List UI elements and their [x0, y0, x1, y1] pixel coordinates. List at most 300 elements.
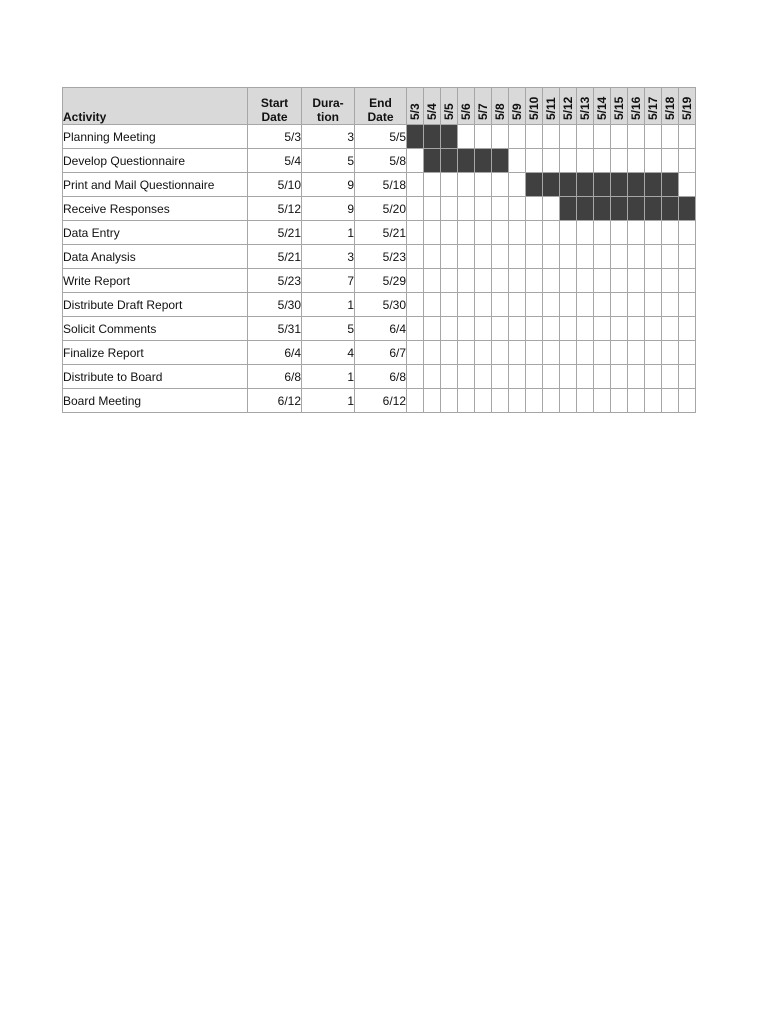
gantt-empty-cell[interactable] [509, 341, 526, 365]
date-header-cell [645, 88, 662, 125]
gantt-empty-cell[interactable] [543, 389, 560, 413]
gantt-empty-cell[interactable] [679, 293, 696, 317]
start-date-cell[interactable]: 5/21 [248, 221, 302, 245]
gantt-empty-cell[interactable] [458, 221, 475, 245]
gantt-empty-cell[interactable] [424, 269, 441, 293]
gantt-bar-cell[interactable] [611, 173, 628, 197]
gantt-empty-cell[interactable] [441, 269, 458, 293]
gantt-empty-cell[interactable] [611, 125, 628, 149]
activity-cell[interactable]: Print and Mail Questionnaire [63, 173, 248, 197]
gantt-bar-cell[interactable] [594, 197, 611, 221]
gantt-empty-cell[interactable] [560, 341, 577, 365]
gantt-empty-cell[interactable] [407, 269, 424, 293]
gantt-empty-cell[interactable] [628, 125, 645, 149]
gantt-empty-cell[interactable] [577, 245, 594, 269]
table-row [63, 173, 696, 197]
gantt-empty-cell[interactable] [424, 365, 441, 389]
gantt-empty-cell[interactable] [611, 293, 628, 317]
date-header-label: 5/19 [680, 96, 694, 120]
gantt-bar-cell[interactable] [424, 125, 441, 149]
table-row [63, 149, 696, 173]
gantt-empty-cell[interactable] [475, 293, 492, 317]
gantt-empty-cell[interactable] [543, 269, 560, 293]
gantt-empty-cell[interactable] [475, 125, 492, 149]
gantt-empty-cell[interactable] [577, 221, 594, 245]
gantt-empty-cell[interactable] [458, 317, 475, 341]
gantt-empty-cell[interactable] [628, 317, 645, 341]
gantt-empty-cell[interactable] [458, 341, 475, 365]
gantt-empty-cell[interactable] [424, 389, 441, 413]
gantt-empty-cell[interactable] [475, 173, 492, 197]
gantt-empty-cell[interactable] [509, 269, 526, 293]
gantt-empty-cell[interactable] [407, 245, 424, 269]
end-date-cell[interactable]: 5/29 [355, 269, 407, 293]
gantt-empty-cell[interactable] [662, 341, 679, 365]
start-date-cell[interactable]: 6/4 [248, 341, 302, 365]
gantt-bar-cell[interactable] [475, 149, 492, 173]
activity-cell[interactable]: Board Meeting [63, 389, 248, 413]
date-header-cell [424, 88, 441, 125]
gantt-bar-cell[interactable] [628, 173, 645, 197]
gantt-empty-cell[interactable] [560, 389, 577, 413]
gantt-empty-cell[interactable] [526, 197, 543, 221]
gantt-empty-cell[interactable] [475, 389, 492, 413]
end-date-cell[interactable]: 5/8 [355, 149, 407, 173]
gantt-empty-cell[interactable] [679, 125, 696, 149]
activity-cell[interactable]: Solicit Comments [63, 317, 248, 341]
start-date-cell[interactable]: 5/31 [248, 317, 302, 341]
date-header-cell [441, 88, 458, 125]
gantt-empty-cell[interactable] [645, 245, 662, 269]
gantt-empty-cell[interactable] [662, 389, 679, 413]
date-header-cell [475, 88, 492, 125]
gantt-empty-cell[interactable] [458, 389, 475, 413]
gantt-bar-cell[interactable] [424, 149, 441, 173]
gantt-empty-cell[interactable] [441, 221, 458, 245]
gantt-bar-cell[interactable] [407, 125, 424, 149]
duration-cell[interactable]: 5 [302, 149, 355, 173]
start-date-cell[interactable]: 5/3 [248, 125, 302, 149]
gantt-empty-cell[interactable] [543, 293, 560, 317]
duration-header-line1: Dura- [312, 96, 344, 110]
gantt-empty-cell[interactable] [526, 245, 543, 269]
gantt-empty-cell[interactable] [509, 245, 526, 269]
gantt-empty-cell[interactable] [424, 293, 441, 317]
end-date-cell[interactable]: 5/5 [355, 125, 407, 149]
gantt-empty-cell[interactable] [492, 269, 509, 293]
gantt-table [62, 87, 696, 413]
gantt-empty-cell[interactable] [679, 269, 696, 293]
end-date-cell[interactable]: 5/20 [355, 197, 407, 221]
gantt-empty-cell[interactable] [526, 149, 543, 173]
gantt-empty-cell[interactable] [679, 149, 696, 173]
start-date-cell[interactable]: 5/23 [248, 269, 302, 293]
gantt-empty-cell[interactable] [679, 317, 696, 341]
date-header-cell [662, 88, 679, 125]
activity-cell[interactable]: Receive Responses [63, 197, 248, 221]
gantt-bar-cell[interactable] [458, 149, 475, 173]
gantt-empty-cell[interactable] [543, 125, 560, 149]
table-row [63, 197, 696, 221]
gantt-empty-cell[interactable] [611, 365, 628, 389]
end-date-header-line2: Date [367, 110, 394, 124]
gantt-empty-cell[interactable] [424, 245, 441, 269]
date-header-label: 5/18 [663, 96, 677, 120]
gantt-empty-cell[interactable] [509, 149, 526, 173]
gantt-empty-cell[interactable] [424, 317, 441, 341]
gantt-empty-cell[interactable] [407, 341, 424, 365]
start-date-cell[interactable]: 5/10 [248, 173, 302, 197]
start-date-cell[interactable]: 6/8 [248, 365, 302, 389]
gantt-empty-cell[interactable] [458, 269, 475, 293]
gantt-bar-cell[interactable] [526, 173, 543, 197]
gantt-empty-cell[interactable] [509, 197, 526, 221]
gantt-bar-cell[interactable] [560, 173, 577, 197]
activity-cell[interactable]: Develop Questionnaire [63, 149, 248, 173]
gantt-empty-cell[interactable] [560, 269, 577, 293]
gantt-empty-cell[interactable] [526, 341, 543, 365]
gantt-empty-cell[interactable] [441, 317, 458, 341]
start-date-cell[interactable]: 6/12 [248, 389, 302, 413]
end-date-cell[interactable]: 5/21 [355, 221, 407, 245]
gantt-empty-cell[interactable] [475, 245, 492, 269]
date-header-label: 5/3 [408, 103, 422, 120]
gantt-empty-cell[interactable] [560, 221, 577, 245]
gantt-empty-cell[interactable] [628, 221, 645, 245]
gantt-empty-cell[interactable] [628, 341, 645, 365]
start-date-cell[interactable]: 5/21 [248, 245, 302, 269]
gantt-empty-cell[interactable] [458, 125, 475, 149]
date-header-label: 5/5 [442, 103, 456, 120]
table-row [63, 293, 696, 317]
duration-cell[interactable]: 5 [302, 317, 355, 341]
gantt-empty-cell[interactable] [577, 293, 594, 317]
gantt-empty-cell[interactable] [526, 365, 543, 389]
gantt-empty-cell[interactable] [560, 149, 577, 173]
duration-cell[interactable]: 3 [302, 245, 355, 269]
gantt-empty-cell[interactable] [611, 317, 628, 341]
date-header-cell [560, 88, 577, 125]
gantt-empty-cell[interactable] [475, 341, 492, 365]
gantt-empty-cell[interactable] [475, 317, 492, 341]
duration-cell[interactable]: 1 [302, 293, 355, 317]
end-date-cell[interactable]: 5/23 [355, 245, 407, 269]
gantt-bar-cell[interactable] [645, 197, 662, 221]
gantt-empty-cell[interactable] [594, 245, 611, 269]
gantt-bar-cell[interactable] [662, 197, 679, 221]
gantt-empty-cell[interactable] [611, 389, 628, 413]
gantt-empty-cell[interactable] [662, 245, 679, 269]
gantt-empty-cell[interactable] [492, 173, 509, 197]
gantt-empty-cell[interactable] [543, 149, 560, 173]
gantt-bar-cell[interactable] [577, 197, 594, 221]
table-row [63, 245, 696, 269]
gantt-empty-cell[interactable] [560, 365, 577, 389]
gantt-empty-cell[interactable] [441, 389, 458, 413]
date-header-label: 5/16 [629, 96, 643, 120]
end-date-cell[interactable]: 6/8 [355, 365, 407, 389]
duration-cell[interactable]: 7 [302, 269, 355, 293]
gantt-empty-cell[interactable] [441, 293, 458, 317]
gantt-empty-cell[interactable] [560, 125, 577, 149]
gantt-empty-cell[interactable] [543, 197, 560, 221]
start-date-header-line1: Start [260, 96, 289, 110]
gantt-empty-cell[interactable] [594, 221, 611, 245]
table-row [63, 269, 696, 293]
header-row [63, 88, 696, 125]
gantt-empty-cell[interactable] [407, 221, 424, 245]
date-header-label: 5/7 [476, 103, 490, 120]
gantt-empty-cell[interactable] [492, 197, 509, 221]
gantt-empty-cell[interactable] [509, 389, 526, 413]
date-header-cell [458, 88, 475, 125]
activity-cell[interactable]: Distribute to Board [63, 365, 248, 389]
gantt-empty-cell[interactable] [645, 365, 662, 389]
end-date-header [355, 88, 407, 125]
table-row [63, 221, 696, 245]
gantt-bar-cell[interactable] [560, 197, 577, 221]
gantt-bar-cell[interactable] [645, 173, 662, 197]
end-date-cell[interactable]: 6/12 [355, 389, 407, 413]
date-header-cell [543, 88, 560, 125]
gantt-bar-cell[interactable] [543, 173, 560, 197]
gantt-empty-cell[interactable] [679, 221, 696, 245]
gantt-empty-cell[interactable] [526, 125, 543, 149]
duration-cell[interactable]: 9 [302, 173, 355, 197]
gantt-empty-cell[interactable] [645, 269, 662, 293]
gantt-empty-cell[interactable] [594, 341, 611, 365]
date-header-cell [594, 88, 611, 125]
end-date-cell[interactable]: 6/7 [355, 341, 407, 365]
gantt-empty-cell[interactable] [662, 317, 679, 341]
gantt-empty-cell[interactable] [475, 221, 492, 245]
duration-cell[interactable]: 4 [302, 341, 355, 365]
gantt-empty-cell[interactable] [679, 245, 696, 269]
gantt-empty-cell[interactable] [594, 365, 611, 389]
gantt-bar-cell[interactable] [611, 197, 628, 221]
gantt-empty-cell[interactable] [543, 317, 560, 341]
gantt-empty-cell[interactable] [662, 293, 679, 317]
start-date-cell[interactable]: 5/4 [248, 149, 302, 173]
gantt-empty-cell[interactable] [509, 221, 526, 245]
date-header-label: 5/10 [527, 96, 541, 120]
gantt-empty-cell[interactable] [662, 149, 679, 173]
gantt-empty-cell[interactable] [424, 173, 441, 197]
gantt-empty-cell[interactable] [509, 173, 526, 197]
gantt-empty-cell[interactable] [441, 341, 458, 365]
gantt-empty-cell[interactable] [611, 269, 628, 293]
gantt-empty-cell[interactable] [441, 365, 458, 389]
gantt-empty-cell[interactable] [628, 389, 645, 413]
gantt-empty-cell[interactable] [645, 293, 662, 317]
gantt-empty-cell[interactable] [679, 389, 696, 413]
gantt-empty-cell[interactable] [645, 149, 662, 173]
gantt-empty-cell[interactable] [458, 293, 475, 317]
gantt-empty-cell[interactable] [628, 245, 645, 269]
duration-cell[interactable]: 1 [302, 389, 355, 413]
gantt-empty-cell[interactable] [611, 245, 628, 269]
gantt-empty-cell[interactable] [424, 341, 441, 365]
gantt-empty-cell[interactable] [645, 221, 662, 245]
gantt-empty-cell[interactable] [543, 221, 560, 245]
duration-cell[interactable]: 1 [302, 221, 355, 245]
gantt-empty-cell[interactable] [594, 125, 611, 149]
gantt-empty-cell[interactable] [577, 365, 594, 389]
table-row [63, 317, 696, 341]
date-header-cell [407, 88, 424, 125]
gantt-bar-cell[interactable] [628, 197, 645, 221]
gantt-empty-cell[interactable] [577, 389, 594, 413]
gantt-empty-cell[interactable] [475, 365, 492, 389]
gantt-empty-cell[interactable] [458, 365, 475, 389]
gantt-empty-cell[interactable] [662, 125, 679, 149]
gantt-empty-cell[interactable] [628, 269, 645, 293]
gantt-bar-cell[interactable] [577, 173, 594, 197]
start-date-cell[interactable]: 5/30 [248, 293, 302, 317]
gantt-empty-cell[interactable] [526, 269, 543, 293]
gantt-empty-cell[interactable] [662, 269, 679, 293]
table-row [63, 125, 696, 149]
gantt-empty-cell[interactable] [492, 365, 509, 389]
gantt-empty-cell[interactable] [560, 293, 577, 317]
gantt-empty-cell[interactable] [594, 149, 611, 173]
gantt-empty-cell[interactable] [594, 389, 611, 413]
gantt-empty-cell[interactable] [628, 365, 645, 389]
gantt-empty-cell[interactable] [509, 365, 526, 389]
gantt-empty-cell[interactable] [424, 197, 441, 221]
gantt-empty-cell[interactable] [628, 293, 645, 317]
end-date-cell[interactable]: 5/30 [355, 293, 407, 317]
gantt-empty-cell[interactable] [509, 125, 526, 149]
gantt-empty-cell[interactable] [543, 245, 560, 269]
gantt-empty-cell[interactable] [679, 341, 696, 365]
gantt-empty-cell[interactable] [458, 197, 475, 221]
gantt-empty-cell[interactable] [441, 173, 458, 197]
gantt-empty-cell[interactable] [577, 317, 594, 341]
gantt-empty-cell[interactable] [679, 365, 696, 389]
gantt-empty-cell[interactable] [645, 389, 662, 413]
gantt-empty-cell[interactable] [662, 365, 679, 389]
gantt-empty-cell[interactable] [475, 269, 492, 293]
gantt-bar-cell[interactable] [441, 149, 458, 173]
date-header-label: 5/12 [561, 96, 575, 120]
gantt-empty-cell[interactable] [526, 221, 543, 245]
gantt-empty-cell[interactable] [577, 149, 594, 173]
date-header-label: 5/6 [459, 103, 473, 120]
gantt-empty-cell[interactable] [543, 341, 560, 365]
gantt-empty-cell[interactable] [407, 197, 424, 221]
gantt-bar-cell[interactable] [679, 197, 696, 221]
gantt-empty-cell[interactable] [662, 221, 679, 245]
date-header-cell [492, 88, 509, 125]
gantt-empty-cell[interactable] [407, 149, 424, 173]
gantt-empty-cell[interactable] [611, 221, 628, 245]
gantt-empty-cell[interactable] [526, 317, 543, 341]
end-date-header-line1: End [369, 96, 392, 110]
gantt-empty-cell[interactable] [441, 245, 458, 269]
gantt-empty-cell[interactable] [611, 149, 628, 173]
gantt-empty-cell[interactable] [577, 125, 594, 149]
gantt-empty-cell[interactable] [509, 293, 526, 317]
gantt-empty-cell[interactable] [543, 365, 560, 389]
date-header-label: 5/17 [646, 96, 660, 120]
end-date-cell[interactable]: 5/18 [355, 173, 407, 197]
start-date-header-line2: Date [261, 110, 288, 124]
gantt-empty-cell[interactable] [594, 317, 611, 341]
duration-cell[interactable]: 9 [302, 197, 355, 221]
activity-cell[interactable]: Data Entry [63, 221, 248, 245]
activity-cell[interactable]: Finalize Report [63, 341, 248, 365]
end-date-cell[interactable]: 6/4 [355, 317, 407, 341]
gantt-empty-cell[interactable] [492, 389, 509, 413]
gantt-bar-cell[interactable] [594, 173, 611, 197]
date-header-label: 5/13 [578, 96, 592, 120]
gantt-empty-cell[interactable] [492, 125, 509, 149]
activity-cell[interactable]: Distribute Draft Report [63, 293, 248, 317]
gantt-empty-cell[interactable] [407, 173, 424, 197]
gantt-empty-cell[interactable] [492, 245, 509, 269]
gantt-empty-cell[interactable] [475, 197, 492, 221]
gantt-empty-cell[interactable] [441, 197, 458, 221]
date-header-cell [628, 88, 645, 125]
date-header-label: 5/8 [493, 103, 507, 120]
activity-cell[interactable]: Planning Meeting [63, 125, 248, 149]
gantt-empty-cell[interactable] [526, 389, 543, 413]
gantt-empty-cell[interactable] [594, 293, 611, 317]
start-date-cell[interactable]: 5/12 [248, 197, 302, 221]
gantt-empty-cell[interactable] [594, 269, 611, 293]
gantt-empty-cell[interactable] [645, 317, 662, 341]
gantt-empty-cell[interactable] [492, 341, 509, 365]
gantt-empty-cell[interactable] [458, 245, 475, 269]
gantt-empty-cell[interactable] [628, 149, 645, 173]
gantt-empty-cell[interactable] [458, 173, 475, 197]
gantt-empty-cell[interactable] [424, 221, 441, 245]
gantt-empty-cell[interactable] [645, 125, 662, 149]
duration-cell[interactable]: 3 [302, 125, 355, 149]
gantt-empty-cell[interactable] [492, 293, 509, 317]
date-header-cell [679, 88, 696, 125]
gantt-bar-cell[interactable] [662, 173, 679, 197]
gantt-empty-cell[interactable] [492, 221, 509, 245]
gantt-empty-cell[interactable] [407, 317, 424, 341]
gantt-empty-cell[interactable] [560, 317, 577, 341]
activity-cell[interactable]: Data Analysis [63, 245, 248, 269]
gantt-empty-cell[interactable] [407, 293, 424, 317]
gantt-bar-cell[interactable] [441, 125, 458, 149]
gantt-empty-cell[interactable] [526, 293, 543, 317]
gantt-empty-cell[interactable] [577, 269, 594, 293]
date-header-cell [526, 88, 543, 125]
gantt-empty-cell[interactable] [407, 389, 424, 413]
duration-cell[interactable]: 1 [302, 365, 355, 389]
date-header-cell [509, 88, 526, 125]
gantt-empty-cell[interactable] [560, 245, 577, 269]
gantt-empty-cell[interactable] [509, 317, 526, 341]
date-header-label: 5/9 [510, 103, 524, 120]
gantt-empty-cell[interactable] [407, 365, 424, 389]
gantt-empty-cell[interactable] [611, 341, 628, 365]
gantt-empty-cell[interactable] [679, 173, 696, 197]
gantt-empty-cell[interactable] [492, 317, 509, 341]
gantt-empty-cell[interactable] [645, 341, 662, 365]
date-header-label: 5/15 [612, 96, 626, 120]
activity-cell[interactable]: Write Report [63, 269, 248, 293]
duration-header-line2: tion [317, 110, 339, 124]
gantt-bar-cell[interactable] [492, 149, 509, 173]
date-header-label: 5/4 [425, 103, 439, 120]
gantt-empty-cell[interactable] [577, 341, 594, 365]
